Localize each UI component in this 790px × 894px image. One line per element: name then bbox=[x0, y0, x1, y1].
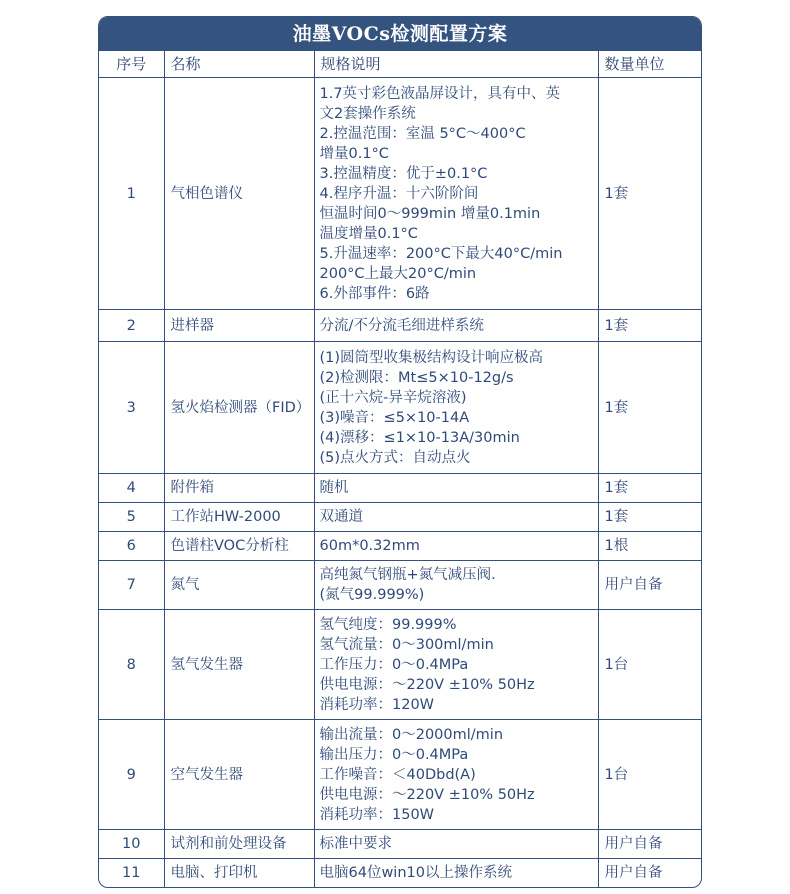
spec-line: 随机 bbox=[319, 480, 349, 496]
cell-no: 2 bbox=[99, 310, 164, 342]
spec-line: 双通道 bbox=[319, 509, 363, 525]
cell-spec bbox=[314, 859, 598, 888]
spec-line: 供电电源：～220V ±10% 50Hz bbox=[319, 676, 535, 693]
cell-name: 气相色谱仪 bbox=[164, 78, 314, 310]
spec-line: (2)检测限：Mt≤5×10-12g/s bbox=[319, 369, 514, 386]
cell-spec bbox=[314, 561, 598, 610]
spec-line: 供电电源：～220V ±10% 50Hz bbox=[319, 786, 535, 803]
spec-line: (4)漂移：≤1×10-13A/30min bbox=[319, 429, 520, 446]
table-title: 油墨VOCs检测配置方案 bbox=[99, 17, 701, 51]
cell-spec bbox=[314, 720, 598, 830]
spec-line: 3.控温精度：优于±0.1°C bbox=[319, 165, 488, 182]
cell-no: 7 bbox=[99, 561, 164, 610]
cell-spec bbox=[314, 610, 598, 720]
spec-line: (正十六烷-异辛烷溶液) bbox=[319, 389, 467, 406]
cell-spec bbox=[314, 532, 598, 561]
cell-qty: 1根 bbox=[598, 532, 702, 561]
cell-no: 1 bbox=[99, 78, 164, 310]
spec-line: 消耗功率：150W bbox=[319, 806, 435, 823]
spec-line: (氮气99.999%) bbox=[319, 587, 425, 603]
config-table bbox=[99, 51, 702, 887]
cell-no: 4 bbox=[99, 474, 164, 503]
spec-line: (3)噪音：≤5×10-14A bbox=[319, 409, 470, 426]
spec-line: (1)圆筒型收集极结构设计响应极高 bbox=[319, 349, 544, 366]
cell-name: 电脑、打印机 bbox=[164, 859, 314, 888]
table-row bbox=[99, 532, 702, 561]
spec-line: 消耗功率：120W bbox=[319, 696, 435, 713]
cell-qty: 1套 bbox=[598, 342, 702, 474]
cell-qty: 1套 bbox=[598, 503, 702, 532]
cell-name: 工作站HW-2000 bbox=[164, 503, 314, 532]
spec-line: 标准中要求 bbox=[319, 836, 392, 852]
table-row bbox=[99, 561, 702, 610]
column-header-no: 序号 bbox=[99, 51, 164, 78]
cell-spec bbox=[314, 310, 598, 342]
spec-line: 恒温时间0～999min 增量0.1min bbox=[319, 205, 541, 222]
table-row bbox=[99, 503, 702, 532]
config-table-container bbox=[98, 16, 702, 888]
column-header-name: 名称 bbox=[164, 51, 314, 78]
table-row bbox=[99, 474, 702, 503]
table-row bbox=[99, 720, 702, 830]
cell-spec bbox=[314, 830, 598, 859]
cell-no: 3 bbox=[99, 342, 164, 474]
cell-name: 色谱柱VOC分析柱 bbox=[164, 532, 314, 561]
spec-line: 工作噪音：＜40Dbd(A) bbox=[319, 766, 476, 783]
cell-no: 9 bbox=[99, 720, 164, 830]
cell-no: 5 bbox=[99, 503, 164, 532]
cell-spec bbox=[314, 474, 598, 503]
cell-qty: 1套 bbox=[598, 474, 702, 503]
header-row bbox=[99, 51, 702, 78]
cell-qty: 1套 bbox=[598, 78, 702, 310]
spec-line: 高纯氮气钢瓶+氮气减压阀. bbox=[319, 567, 496, 583]
cell-qty: 1套 bbox=[598, 310, 702, 342]
spec-line: 氢气纯度：99.999% bbox=[319, 616, 457, 633]
cell-name: 附件箱 bbox=[164, 474, 314, 503]
table-row bbox=[99, 342, 702, 474]
spec-line: 6.外部事件：6路 bbox=[319, 285, 430, 302]
spec-line: 60m*0.32mm bbox=[319, 538, 420, 554]
cell-name: 进样器 bbox=[164, 310, 314, 342]
spec-line: 5.升温速率：200°C下最大40°C/min bbox=[319, 245, 563, 262]
spec-line: 4.程序升温：十六阶阶间 bbox=[319, 185, 479, 202]
cell-no: 10 bbox=[99, 830, 164, 859]
spec-line: 氢气流量：0～300ml/min bbox=[319, 636, 494, 653]
cell-no: 11 bbox=[99, 859, 164, 888]
column-header-qty: 数量单位 bbox=[598, 51, 702, 78]
cell-name: 氢气发生器 bbox=[164, 610, 314, 720]
spec-line: 输出流量：0～2000ml/min bbox=[319, 726, 504, 743]
cell-spec bbox=[314, 503, 598, 532]
cell-spec bbox=[314, 78, 598, 310]
spec-line: 200°C上最大20°C/min bbox=[319, 265, 477, 282]
cell-qty: 用户自备 bbox=[598, 561, 702, 610]
table-row bbox=[99, 610, 702, 720]
spec-line: 文2套操作系统 bbox=[319, 105, 416, 122]
table-row bbox=[99, 859, 702, 888]
cell-no: 8 bbox=[99, 610, 164, 720]
spec-line: 工作压力：0～0.4MPa bbox=[319, 656, 469, 673]
cell-qty: 1台 bbox=[598, 720, 702, 830]
spec-line: 增量0.1°C bbox=[319, 145, 389, 162]
cell-qty: 用户自备 bbox=[598, 859, 702, 888]
cell-name: 氢火焰检测器（FID） bbox=[164, 342, 314, 474]
cell-name: 氮气 bbox=[164, 561, 314, 610]
table-row bbox=[99, 78, 702, 310]
spec-line: 1.7英寸彩色液晶屏设计，具有中、英 bbox=[319, 85, 561, 102]
cell-no: 6 bbox=[99, 532, 164, 561]
spec-line: 分流/不分流毛细进样系统 bbox=[319, 317, 484, 334]
table-row bbox=[99, 310, 702, 342]
cell-spec bbox=[314, 342, 598, 474]
spec-line: (5)点火方式：自动点火 bbox=[319, 449, 471, 466]
spec-line: 电脑64位win10以上操作系统 bbox=[319, 865, 512, 881]
cell-qty: 用户自备 bbox=[598, 830, 702, 859]
cell-qty: 1台 bbox=[598, 610, 702, 720]
spec-line: 温度增量0.1°C bbox=[319, 225, 418, 242]
spec-line: 输出压力：0～0.4MPa bbox=[319, 746, 469, 763]
cell-name: 空气发生器 bbox=[164, 720, 314, 830]
spec-line: 2.控温范围：室温 5°C～400°C bbox=[319, 125, 526, 142]
table-row bbox=[99, 830, 702, 859]
column-header-spec: 规格说明 bbox=[314, 51, 598, 78]
table-body bbox=[99, 78, 702, 888]
cell-name: 试剂和前处理设备 bbox=[164, 830, 314, 859]
